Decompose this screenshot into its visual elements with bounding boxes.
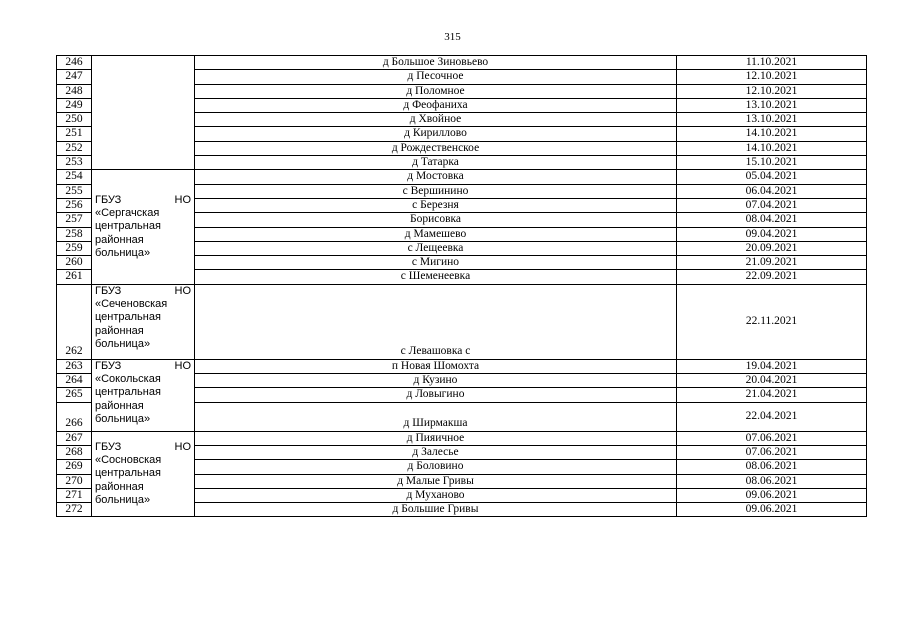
village-name: д Песочное — [195, 70, 677, 84]
row-number: 266 — [57, 402, 92, 431]
village-name: с Березня — [195, 198, 677, 212]
row-number: 256 — [57, 198, 92, 212]
row-number: 253 — [57, 156, 92, 170]
visit-date: 07.04.2021 — [677, 198, 867, 212]
row-number: 260 — [57, 256, 92, 270]
organization-line1 — [95, 194, 191, 207]
organization-region: НО — [174, 284, 191, 297]
visit-date: 13.10.2021 — [677, 98, 867, 112]
village-name: с Шеменеевка — [195, 270, 677, 284]
organization-cell — [92, 56, 195, 170]
visit-date: 08.04.2021 — [677, 213, 867, 227]
schedule-table — [56, 55, 867, 517]
visit-date: 08.06.2021 — [677, 474, 867, 488]
visit-date: 20.09.2021 — [677, 241, 867, 255]
village-name: д Муханово — [195, 488, 677, 502]
village-name: д Ловыгино — [195, 388, 677, 402]
village-name: д Рождественское — [195, 141, 677, 155]
row-number: 261 — [57, 270, 92, 284]
village-name: д Феофаниха — [195, 98, 677, 112]
village-name: с Левашовка с — [195, 284, 677, 359]
row-number: 271 — [57, 488, 92, 502]
row-number: 268 — [57, 445, 92, 459]
row-number: 269 — [57, 460, 92, 474]
village-name: д Большое Зиновьево — [195, 56, 677, 70]
row-number: 249 — [57, 98, 92, 112]
village-name: д Поломное — [195, 84, 677, 98]
visit-date: 11.10.2021 — [677, 56, 867, 70]
organization-region: НО — [174, 193, 191, 206]
organization-type: ГБУЗ — [95, 359, 122, 372]
row-number: 267 — [57, 431, 92, 445]
village-name: д Кириллово — [195, 127, 677, 141]
table-row — [57, 170, 867, 184]
organization-type: ГБУЗ — [95, 193, 122, 206]
organization-name: «Сеченовская центральная районная больница» — [95, 298, 168, 350]
schedule-table-body — [57, 56, 867, 517]
visit-date: 19.04.2021 — [677, 359, 867, 373]
visit-date: 08.06.2021 — [677, 460, 867, 474]
village-name: д Мостовка — [195, 170, 677, 184]
visit-date: 21.04.2021 — [677, 388, 867, 402]
organization-cell — [92, 170, 195, 284]
village-name: п Новая Шомохта — [195, 359, 677, 373]
visit-date: 06.04.2021 — [677, 184, 867, 198]
visit-date: 14.10.2021 — [677, 141, 867, 155]
visit-date: 22.09.2021 — [677, 270, 867, 284]
organization-line1 — [95, 360, 191, 373]
row-number: 252 — [57, 141, 92, 155]
row-number: 263 — [57, 359, 92, 373]
organization-region: НО — [174, 359, 191, 372]
organization-cell — [92, 284, 195, 359]
row-number: 257 — [57, 213, 92, 227]
row-number: 265 — [57, 388, 92, 402]
organization-type: ГБУЗ — [95, 284, 122, 297]
visit-date: 22.11.2021 — [677, 284, 867, 359]
village-name: д Кузино — [195, 374, 677, 388]
village-name: д Залесье — [195, 445, 677, 459]
row-number: 248 — [57, 84, 92, 98]
row-number: 262 — [57, 284, 92, 359]
organization-name: «Сокольская центральная районная больница» — [95, 373, 161, 425]
row-number: 264 — [57, 374, 92, 388]
visit-date: 07.06.2021 — [677, 445, 867, 459]
village-name: д Татарка — [195, 156, 677, 170]
table-row — [57, 359, 867, 373]
visit-date: 05.04.2021 — [677, 170, 867, 184]
village-name: с Вершинино — [195, 184, 677, 198]
visit-date: 12.10.2021 — [677, 70, 867, 84]
table-row — [57, 431, 867, 445]
visit-date: 14.10.2021 — [677, 127, 867, 141]
visit-date: 15.10.2021 — [677, 156, 867, 170]
row-number: 251 — [57, 127, 92, 141]
organization-line1 — [95, 285, 191, 298]
visit-date: 09.06.2021 — [677, 488, 867, 502]
page-number: 315 — [444, 31, 461, 43]
row-number: 247 — [57, 70, 92, 84]
row-number: 272 — [57, 503, 92, 517]
visit-date: 20.04.2021 — [677, 374, 867, 388]
village-name: д Малые Гривы — [195, 474, 677, 488]
organization-name: «Сосновская центральная районная больница» — [95, 454, 162, 506]
organization-type: ГБУЗ — [95, 440, 122, 453]
village-name: д Боловино — [195, 460, 677, 474]
row-number: 250 — [57, 113, 92, 127]
table-row — [57, 56, 867, 70]
visit-date: 12.10.2021 — [677, 84, 867, 98]
organization-name: «Сергачская центральная районная больница» — [95, 207, 161, 259]
visit-date: 09.04.2021 — [677, 227, 867, 241]
village-name: д Хвойное — [195, 113, 677, 127]
visit-date: 21.09.2021 — [677, 256, 867, 270]
village-name: д Пияичное — [195, 431, 677, 445]
village-name: Борисовка — [195, 213, 677, 227]
visit-date: 22.04.2021 — [677, 402, 867, 431]
organization-line1 — [95, 441, 191, 454]
visit-date: 13.10.2021 — [677, 113, 867, 127]
row-number: 259 — [57, 241, 92, 255]
row-number: 270 — [57, 474, 92, 488]
row-number: 258 — [57, 227, 92, 241]
village-name: с Мигино — [195, 256, 677, 270]
row-number: 255 — [57, 184, 92, 198]
village-name: с Лещеевка — [195, 241, 677, 255]
visit-date: 09.06.2021 — [677, 503, 867, 517]
organization-region: НО — [174, 440, 191, 453]
village-name: д Ширмакша — [195, 402, 677, 431]
organization-cell — [92, 359, 195, 431]
village-name: д Мамешево — [195, 227, 677, 241]
village-name: д Большие Гривы — [195, 503, 677, 517]
row-number: 246 — [57, 56, 92, 70]
row-number: 254 — [57, 170, 92, 184]
visit-date: 07.06.2021 — [677, 431, 867, 445]
organization-cell — [92, 431, 195, 517]
table-row — [57, 284, 867, 359]
